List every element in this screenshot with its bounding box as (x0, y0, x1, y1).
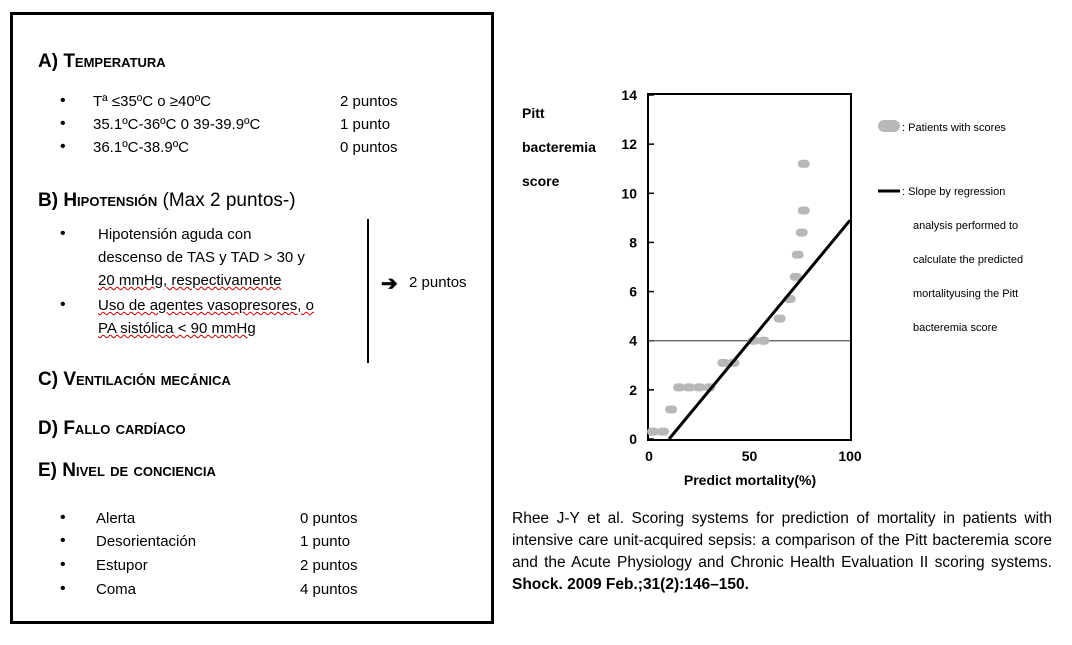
x-tick-label: 50 (741, 448, 758, 464)
data-point (665, 406, 677, 414)
data-point (792, 251, 804, 259)
hypotension-bracket-line (367, 219, 369, 363)
temperature-item-points: 2 puntos (340, 93, 398, 110)
y-axis-title-line: score (522, 173, 560, 189)
arrow-right-icon: ➔ (381, 273, 398, 295)
bullet-icon: • (60, 138, 66, 155)
consciousness-item-points: 2 puntos (300, 557, 358, 574)
citation (512, 508, 1052, 596)
bullet-icon: • (60, 556, 66, 573)
consciousness-item-label: Coma (96, 581, 137, 598)
legend-line-label: calculate the predicted (913, 254, 1024, 266)
legend-line-label: analysis performed to (913, 220, 1019, 232)
temperature-item-label: 35.1ºC-36ºC 0 39-39.9ºC (93, 116, 261, 133)
legend-marker-label: : Patients with scores (902, 122, 1006, 134)
y-axis-title-line: Pitt (522, 105, 545, 121)
y-tick-label: 12 (621, 136, 637, 153)
hypotension-item-line: Uso de agentes vasopresores, o (98, 297, 314, 314)
consciousness-item-points: 4 puntos (300, 581, 358, 598)
y-tick-label: 6 (629, 283, 637, 300)
hypotension-item-line: 20 mmHg, respectivamente (98, 272, 282, 289)
section-ventilation-title: C) Ventilación mecánica (38, 369, 231, 390)
x-tick-label: 100 (838, 448, 862, 464)
data-point (657, 428, 669, 436)
x-axis-title: Predict mortality(%) (683, 472, 817, 488)
hypotension-item-line: Hipotensión aguda con (98, 226, 252, 243)
citation-text: Rhee J-Y et al. Scoring systems for prediction of mortality in patients with intensive care unit-acquired sepsis: a comparison of the Pitt bacteremia score and the Acute Physiology and Chronic Health Evaluation II scoring systems. (512, 510, 1052, 571)
y-tick-label: 4 (629, 332, 637, 349)
hypotension-item-line: descenso de TAS y TAD > 30 y (98, 249, 305, 266)
data-point (774, 315, 786, 323)
y-tick-label: 2 (629, 381, 637, 398)
pitt-score-scatter-chart (510, 80, 1060, 500)
data-point (758, 337, 770, 345)
consciousness-item-points: 1 punto (300, 533, 351, 550)
legend-marker-swatch (878, 120, 900, 132)
legend-line-label: bacteremia score (913, 322, 998, 334)
citation-reference: Shock. 2009 Feb.;31(2):146–150. (512, 576, 749, 593)
bullet-icon: • (60, 92, 66, 109)
y-axis-title-line: bacteremia (522, 139, 596, 155)
bullet-icon: • (60, 580, 66, 597)
section-temperature-title: A) Temperatura (38, 51, 166, 72)
data-point (798, 160, 810, 168)
section-cardiac-failure-title: D) Fallo cardíaco (38, 418, 186, 439)
section-hypotension-title: B) Hipotensión (Max 2 puntos-) (38, 190, 296, 211)
consciousness-item-points: 0 puntos (300, 510, 358, 527)
consciousness-item-label: Desorientación (96, 533, 197, 550)
bullet-icon: • (60, 296, 66, 313)
legend-line-label: : Slope by regression (902, 186, 1006, 198)
section-consciousness-title: E) Nivel de conciencia (38, 460, 216, 481)
x-tick-label: 0 (645, 448, 653, 464)
bullet-icon: • (60, 509, 66, 526)
data-point (796, 229, 808, 237)
consciousness-item-label: Alerta (96, 510, 136, 527)
bullet-icon: • (60, 225, 66, 242)
hypotension-item-line: PA sistólica < 90 mmHg (98, 320, 256, 337)
consciousness-item-label: Estupor (96, 557, 148, 574)
temperature-item-label: 36.1ºC-38.9ºC (93, 139, 190, 156)
regression-line (669, 220, 850, 439)
data-point (798, 206, 810, 214)
temperature-item-points: 0 puntos (340, 139, 398, 156)
bullet-icon: • (60, 115, 66, 132)
temperature-item-points: 1 punto (340, 116, 391, 133)
y-tick-label: 8 (629, 234, 637, 251)
legend-line-label: mortalityusing the Pitt (913, 288, 1019, 300)
y-tick-label: 14 (621, 87, 637, 103)
bullet-icon: • (60, 532, 66, 549)
temperature-item-label: Tª ≤35ºC o ≥40ºC (93, 93, 212, 110)
y-tick-label: 10 (621, 185, 637, 202)
y-tick-label: 0 (629, 431, 637, 447)
hypotension-points: 2 puntos (409, 274, 467, 291)
pitt-score-criteria-panel (10, 12, 494, 624)
